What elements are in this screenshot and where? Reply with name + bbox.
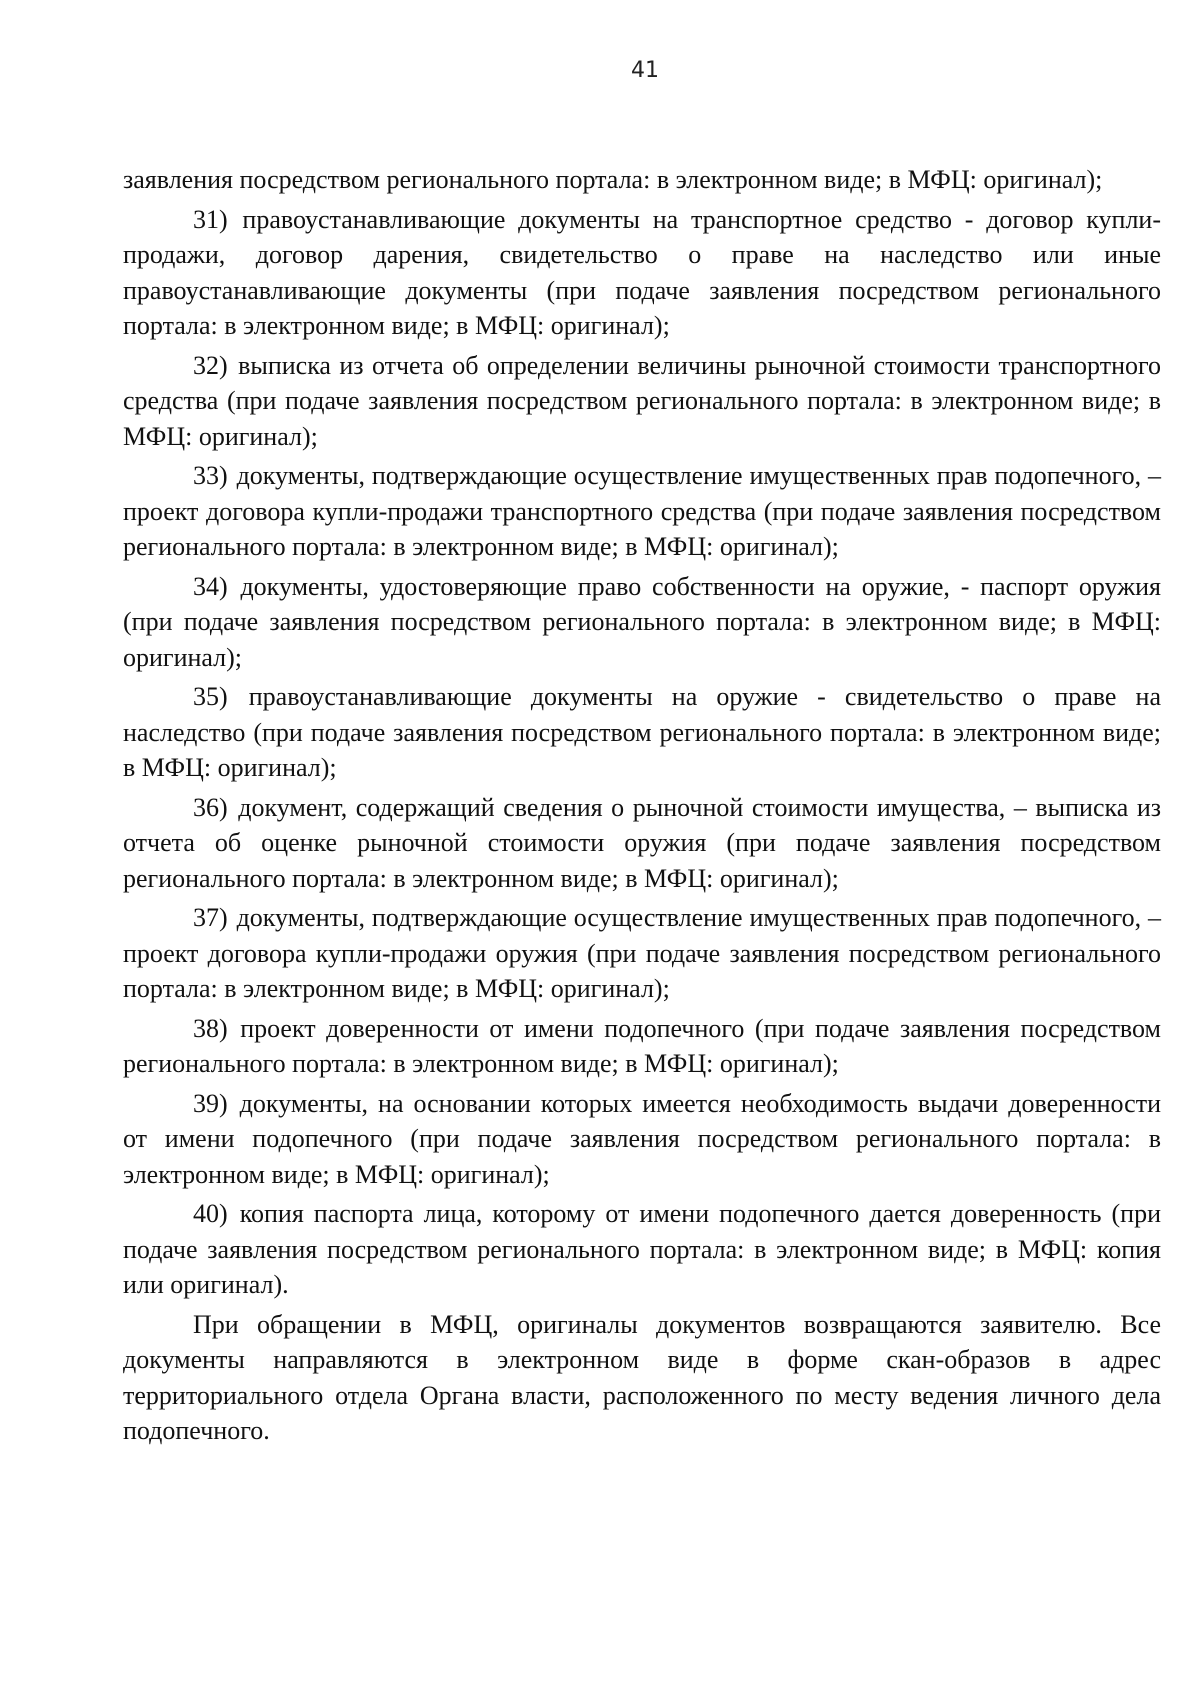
list-item-text: документы, подтверждающие осуществление имущественных прав подопечного, – проект договора купли-продажи оружия (при подаче заявления посредством регионального портала: в электронном виде; в МФЦ: оригинал); [123,903,1161,1003]
list-item-34 [123,569,1161,676]
list-item-text: правоустанавливающие документы на оружие - свидетельство о праве на наследство (при подаче заявления посредством регионального портала: в электронном виде; в МФЦ: оригинал); [123,682,1161,782]
list-item-38 [123,1011,1161,1082]
list-item-number: 36) [193,792,228,822]
list-item-31 [123,202,1161,344]
list-item-number: 33) [193,461,228,490]
list-item-35 [123,679,1161,786]
paragraph-text: При обращении в МФЦ, оригиналы документов возвращаются заявителю. Все документы направляются в электронном виде в форме скан-образов в адрес территориального отдела Органа власти, расположенного по месту ведения личного дела подопечного. [123,1309,1161,1445]
closing-paragraph [123,1307,1161,1449]
list-item-37 [123,900,1161,1007]
list-item-text: проект доверенности от имени подопечного (при подаче заявления посредством регионального портала: в электронном виде; в МФЦ: оригинал); [123,1013,1161,1078]
list-item-text: выписка из отчета об определении величины рыночной стоимости транспортного средства (при подаче заявления посредством регионального портала: в электронном виде; в МФЦ: оригинал); [123,350,1162,451]
list-item-40 [123,1196,1161,1303]
list-item-36 [123,790,1161,897]
list-item-text: правоустанавливающие документы на транспортное средство - договор купли-продажи, договор дарения, свидетельство о праве на наследство или иные правоустанавливающие документы (при подаче заявления посредством регионального портала: в электронном виде; в МФЦ: оригинал); [123,204,1162,340]
list-item-number: 31) [193,204,228,234]
paragraph-continuation [123,162,1161,198]
list-item-number: 38) [193,1013,228,1043]
document-body [123,162,1161,1453]
list-item-text: документы, на основании которых имеется необходимость выдачи доверенности от имени подопечного (при подаче заявления посредством регионального портала: в электронном виде; в МФЦ: оригинал); [123,1088,1162,1189]
list-item-number: 39) [193,1088,228,1118]
list-item-33 [123,458,1161,565]
list-item-32 [123,348,1161,455]
list-item-number: 35) [193,682,228,711]
list-item-text: копия паспорта лица, которому от имени подопечного дается доверенность (при подаче заявления посредством регионального портала: в электронном виде; в МФЦ: копия или оригинал). [123,1199,1162,1299]
list-item-number: 40) [193,1199,228,1228]
paragraph-text: заявления посредством регионального портала: в электронном виде; в МФЦ: оригинал); [123,165,1103,194]
list-item-text: документы, удостоверяющие право собственности на оружие, - паспорт оружия (при подаче заявления посредством регионального портала: в электронном виде; в МФЦ: оригинал); [123,571,1161,672]
list-item-number: 32) [193,350,228,380]
list-item-text: документ, содержащий сведения о рыночной стоимости имущества, – выписка из отчета об оценке рыночной стоимости оружия (при подаче заявления посредством регионального портала: в электронном виде; в МФЦ: оригинал); [123,792,1162,893]
list-item-number: 34) [193,571,228,601]
page-number: 41 [631,58,659,83]
list-item-39 [123,1086,1161,1193]
list-item-text: документы, подтверждающие осуществление имущественных прав подопечного, – проект договора купли-продажи транспортного средства (при подаче заявления посредством регионального портала: в электронном виде; в МФЦ: оригинал); [123,461,1161,561]
list-item-number: 37) [193,903,228,932]
